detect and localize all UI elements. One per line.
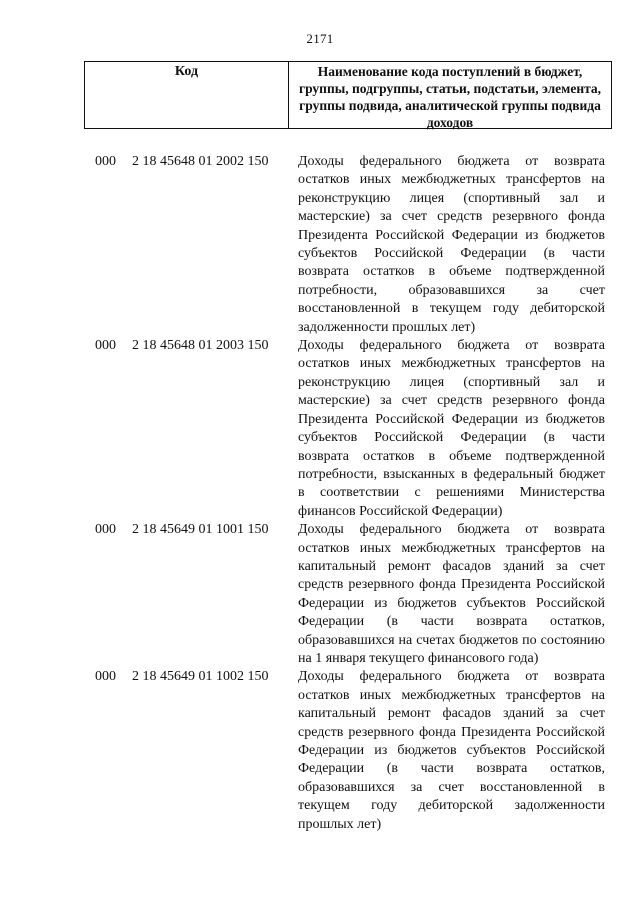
page-number: 2171 [306, 31, 334, 46]
revenue-description: Доходы федерального бюджета от возврата остатков иных межбюджетных трансфертов на реконструкцию лицея (спортивный зал и мастерские) за счет средств резервного фонда Президента Российской Федерации из бюджетов субъектов Российской Федерации (в части возврата остатков в объеме подтвержденной потребности, образовавшихся за счет восстановленной в текущем году дебиторской задолженности прошлых лет) [298, 154, 605, 335]
revenue-code: 2 18 45649 01 1002 150 [132, 669, 269, 685]
table-row [95, 668, 605, 834]
table-row [95, 153, 605, 337]
table-header [84, 61, 612, 129]
column-header-code: Код [85, 62, 289, 128]
revenue-code: 2 18 45649 01 1001 150 [132, 522, 269, 538]
revenue-code: 2 18 45648 01 2003 150 [132, 338, 269, 354]
revenue-description: Доходы федерального бюджета от возврата остатков иных межбюджетных трансфертов на реконструкцию лицея (спортивный зал и мастерские) за счет средств резервного фонда Президента Российской Федерации из бюджетов субъектов Российской Федерации (в части возврата остатков в объеме подтвержденной потребности, взысканных в федеральный бюджет в соответствии с решениями Министерства финансов Российской Федерации) [298, 338, 605, 519]
revenue-code: 2 18 45648 01 2002 150 [132, 154, 269, 169]
admin-code: 000 [95, 154, 116, 169]
admin-code: 000 [95, 669, 116, 685]
table-row [95, 521, 605, 668]
admin-code: 000 [95, 522, 116, 538]
admin-code: 000 [95, 338, 116, 354]
table-row [95, 337, 605, 521]
entries-list [95, 153, 605, 834]
revenue-description: Доходы федерального бюджета от возврата остатков иных межбюджетных трансфертов на капитальный ремонт фасадов зданий за счет средств резервного фонда Президента Российской Федерации из бюджетов субъектов Российской Федерации (в части возврата остатков, образовавшихся за счет восстановленной в текущем году дебиторской задолженности прошлых лет) [298, 669, 605, 832]
revenue-description: Доходы федерального бюджета от возврата остатков иных межбюджетных трансфертов на капитальный ремонт фасадов зданий за счет средств резервного фонда Президента Российской Федерации из бюджетов субъектов Российской Федерации (в части возврата остатков, образовавшихся на счетах бюджетов по состоянию на 1 января текущего финансового года) [298, 522, 605, 666]
column-header-name: Наименование кода поступлений в бюджет, группы, подгруппы, статьи, подстатьи, элемента, группы подвида, аналитической группы подвида доходов [298, 64, 602, 130]
